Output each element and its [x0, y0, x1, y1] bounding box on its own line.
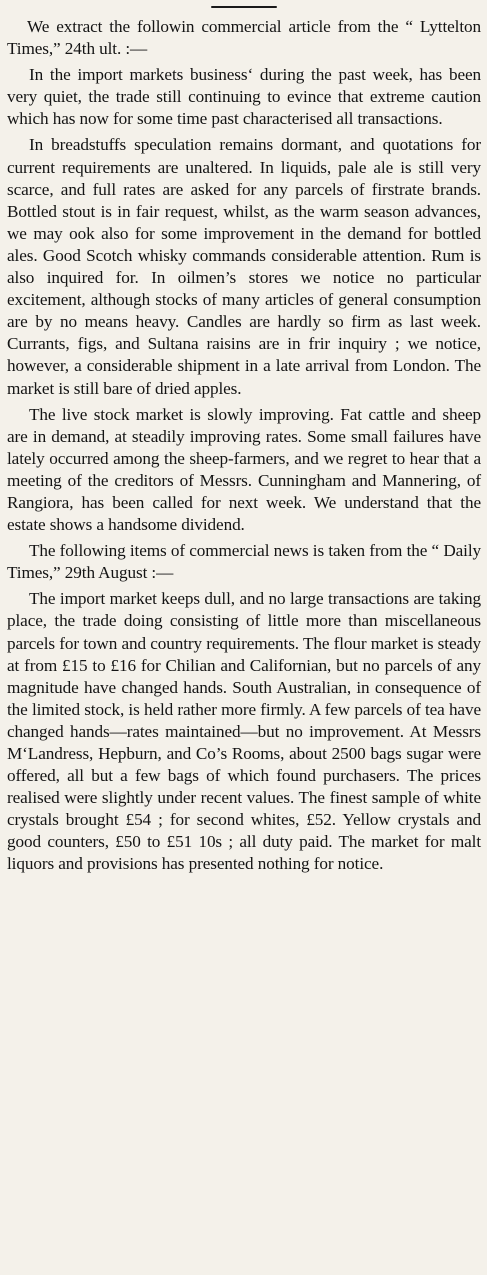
paragraph-live-stock: The live stock market is slowly improving. Fat cattle and sheep are in demand, at steadily improving rates. Some small failures have lately occurred among the sheep-farmers, and we regret to hear that a meeting of the creditors of Messrs. Cunningham and Mannering, of Rangiora, has been called for next week. We understand that the estate shows a handsome dividend. — [7, 404, 481, 535]
paragraph-daily-times-report: The import market keeps dull, and no large transactions are taking place, the trade doing consisting of little more than miscellaneous parcels for town and country requirements. The flour market is steady at from £15 to £16 for Chilian and Californian, but no parcels of any magnitude have changed hands. South Australian, in consequence of the limited stock, is held rather more firmly. A few parcels of tea have changed hands—rates maintained—but no improvement. At Messrs M‘Landress, Hepburn, and Co’s Rooms, about 2500 bags sugar were offered, all but a few bags of which found purchasers. The prices realised were slightly under recent values. The finest sample of white crystals brought £54 ; for second whites, £52. Yellow crystals and good counters, £50 to £51 10s ; all duty paid. The market for malt liquors and provisions has presented nothing for notice. — [7, 589, 481, 874]
paragraph-daily-times-intro: The following items of commercial news is taken from the “ Daily Times,” 29th August :— — [7, 541, 481, 583]
paragraph-import-markets: In the import markets business‘ during the past week, has been very quiet, the trade still continuing to evince that extreme caution which has now for some time past characterised all transactions. — [7, 65, 481, 129]
article-body — [7, 16, 481, 876]
article-intro: We extract the followin commercial article from the “ Lyttelton Times,” 24th ult. :— — [7, 17, 481, 59]
column-rule — [211, 6, 277, 8]
paragraph-breadstuffs: In breadstuffs speculation remains dormant, and quotations for current requirements are unaltered. In liquids, pale ale is still very scarce, and full rates are asked for any parcels of firstrate brands. Bottled stout is in fair request, whilst, as the warm season advances, we may ook also for some improvement in the demand for bottled ales. Good Scotch whisky commands considerable attention. Rum is also inquired for. In oilmen’s stores we notice no particular excitement, although stocks of many articles of general consumption are by no means heavy. Candles are hardly so firm as last week. Currants, figs, and Sultana raisins are in frir inquiry ; we notice, however, a considerable shipment in a late arrival from London. The market is still bare of dried apples. — [7, 135, 481, 398]
newspaper-column — [0, 6, 487, 1275]
